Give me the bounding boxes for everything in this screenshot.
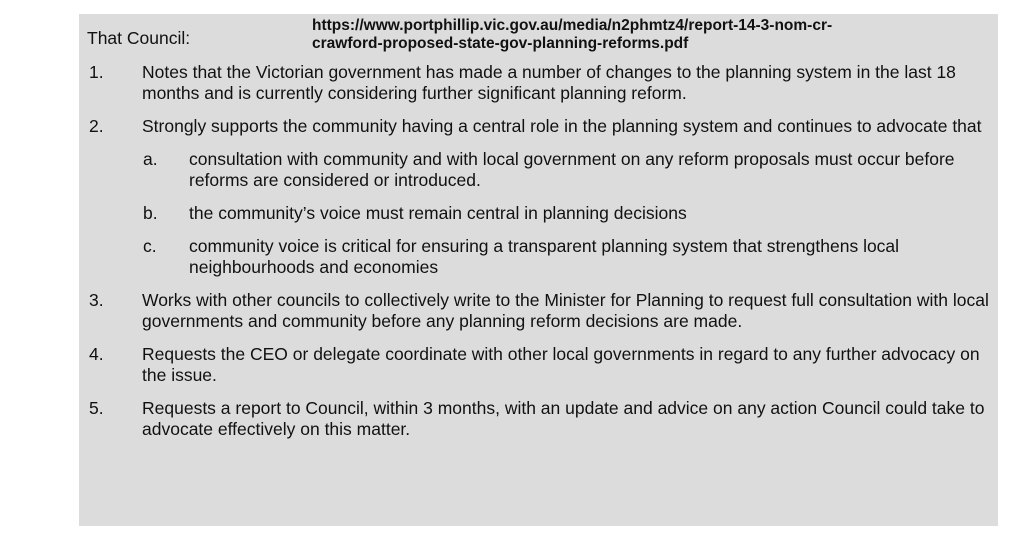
url-line-1[interactable]: https://www.portphillip.vic.gov.au/media/n2phmtz4/report-14-3-nom-cr- [312,17,833,34]
list-item [79,62,998,104]
item-text: Notes that the Victorian government has made a number of changes to the planning system in the last 18 months and is currently considering further significant planning reform. [142,62,956,103]
item-number: 2. [89,116,104,136]
item-text: Requests a report to Council, within 3 months, with an update and advice on any action Council could take to advocate effectively on this matter. [142,398,985,439]
sub-item [79,203,998,224]
sub-item-text: the community’s voice must remain central in planning decisions [189,203,687,223]
header [79,14,998,56]
sub-item-text: community voice is critical for ensuring a transparent planning system that strengthens local neighbourhoods and economies [189,236,900,277]
list-item [79,290,998,332]
item-number: 3. [89,290,104,310]
sub-item-letter: c. [143,236,157,256]
item-number: 1. [89,62,104,82]
sub-item [79,236,998,278]
sub-item-letter: a. [143,149,158,169]
item-number: 5. [89,398,104,418]
url-line-2[interactable]: crawford-proposed-state-gov-planning-reforms.pdf [312,35,689,52]
sub-item-text: consultation with community and with local government on any reform proposals must occur before reforms are considered or introduced. [189,149,955,190]
item-number: 4. [89,344,104,364]
item-text: Strongly supports the community having a central role in the planning system and continues to advocate that [142,116,982,136]
list-item [79,116,998,278]
source-url[interactable] [312,17,992,53]
sub-item [79,149,998,191]
motion-panel [79,14,998,526]
item-text: Works with other councils to collectively write to the Minister for Planning to request full consultation with local governments and community before any planning reform decisions are made. [142,290,989,331]
item-text: Requests the CEO or delegate coordinate with other local governments in regard to any further advocacy on the issue. [142,344,980,385]
sub-item-letter: b. [143,203,158,223]
intro-text: That Council: [87,28,191,48]
list-item [79,344,998,386]
list-item [79,398,998,440]
resolution-list [79,62,998,440]
